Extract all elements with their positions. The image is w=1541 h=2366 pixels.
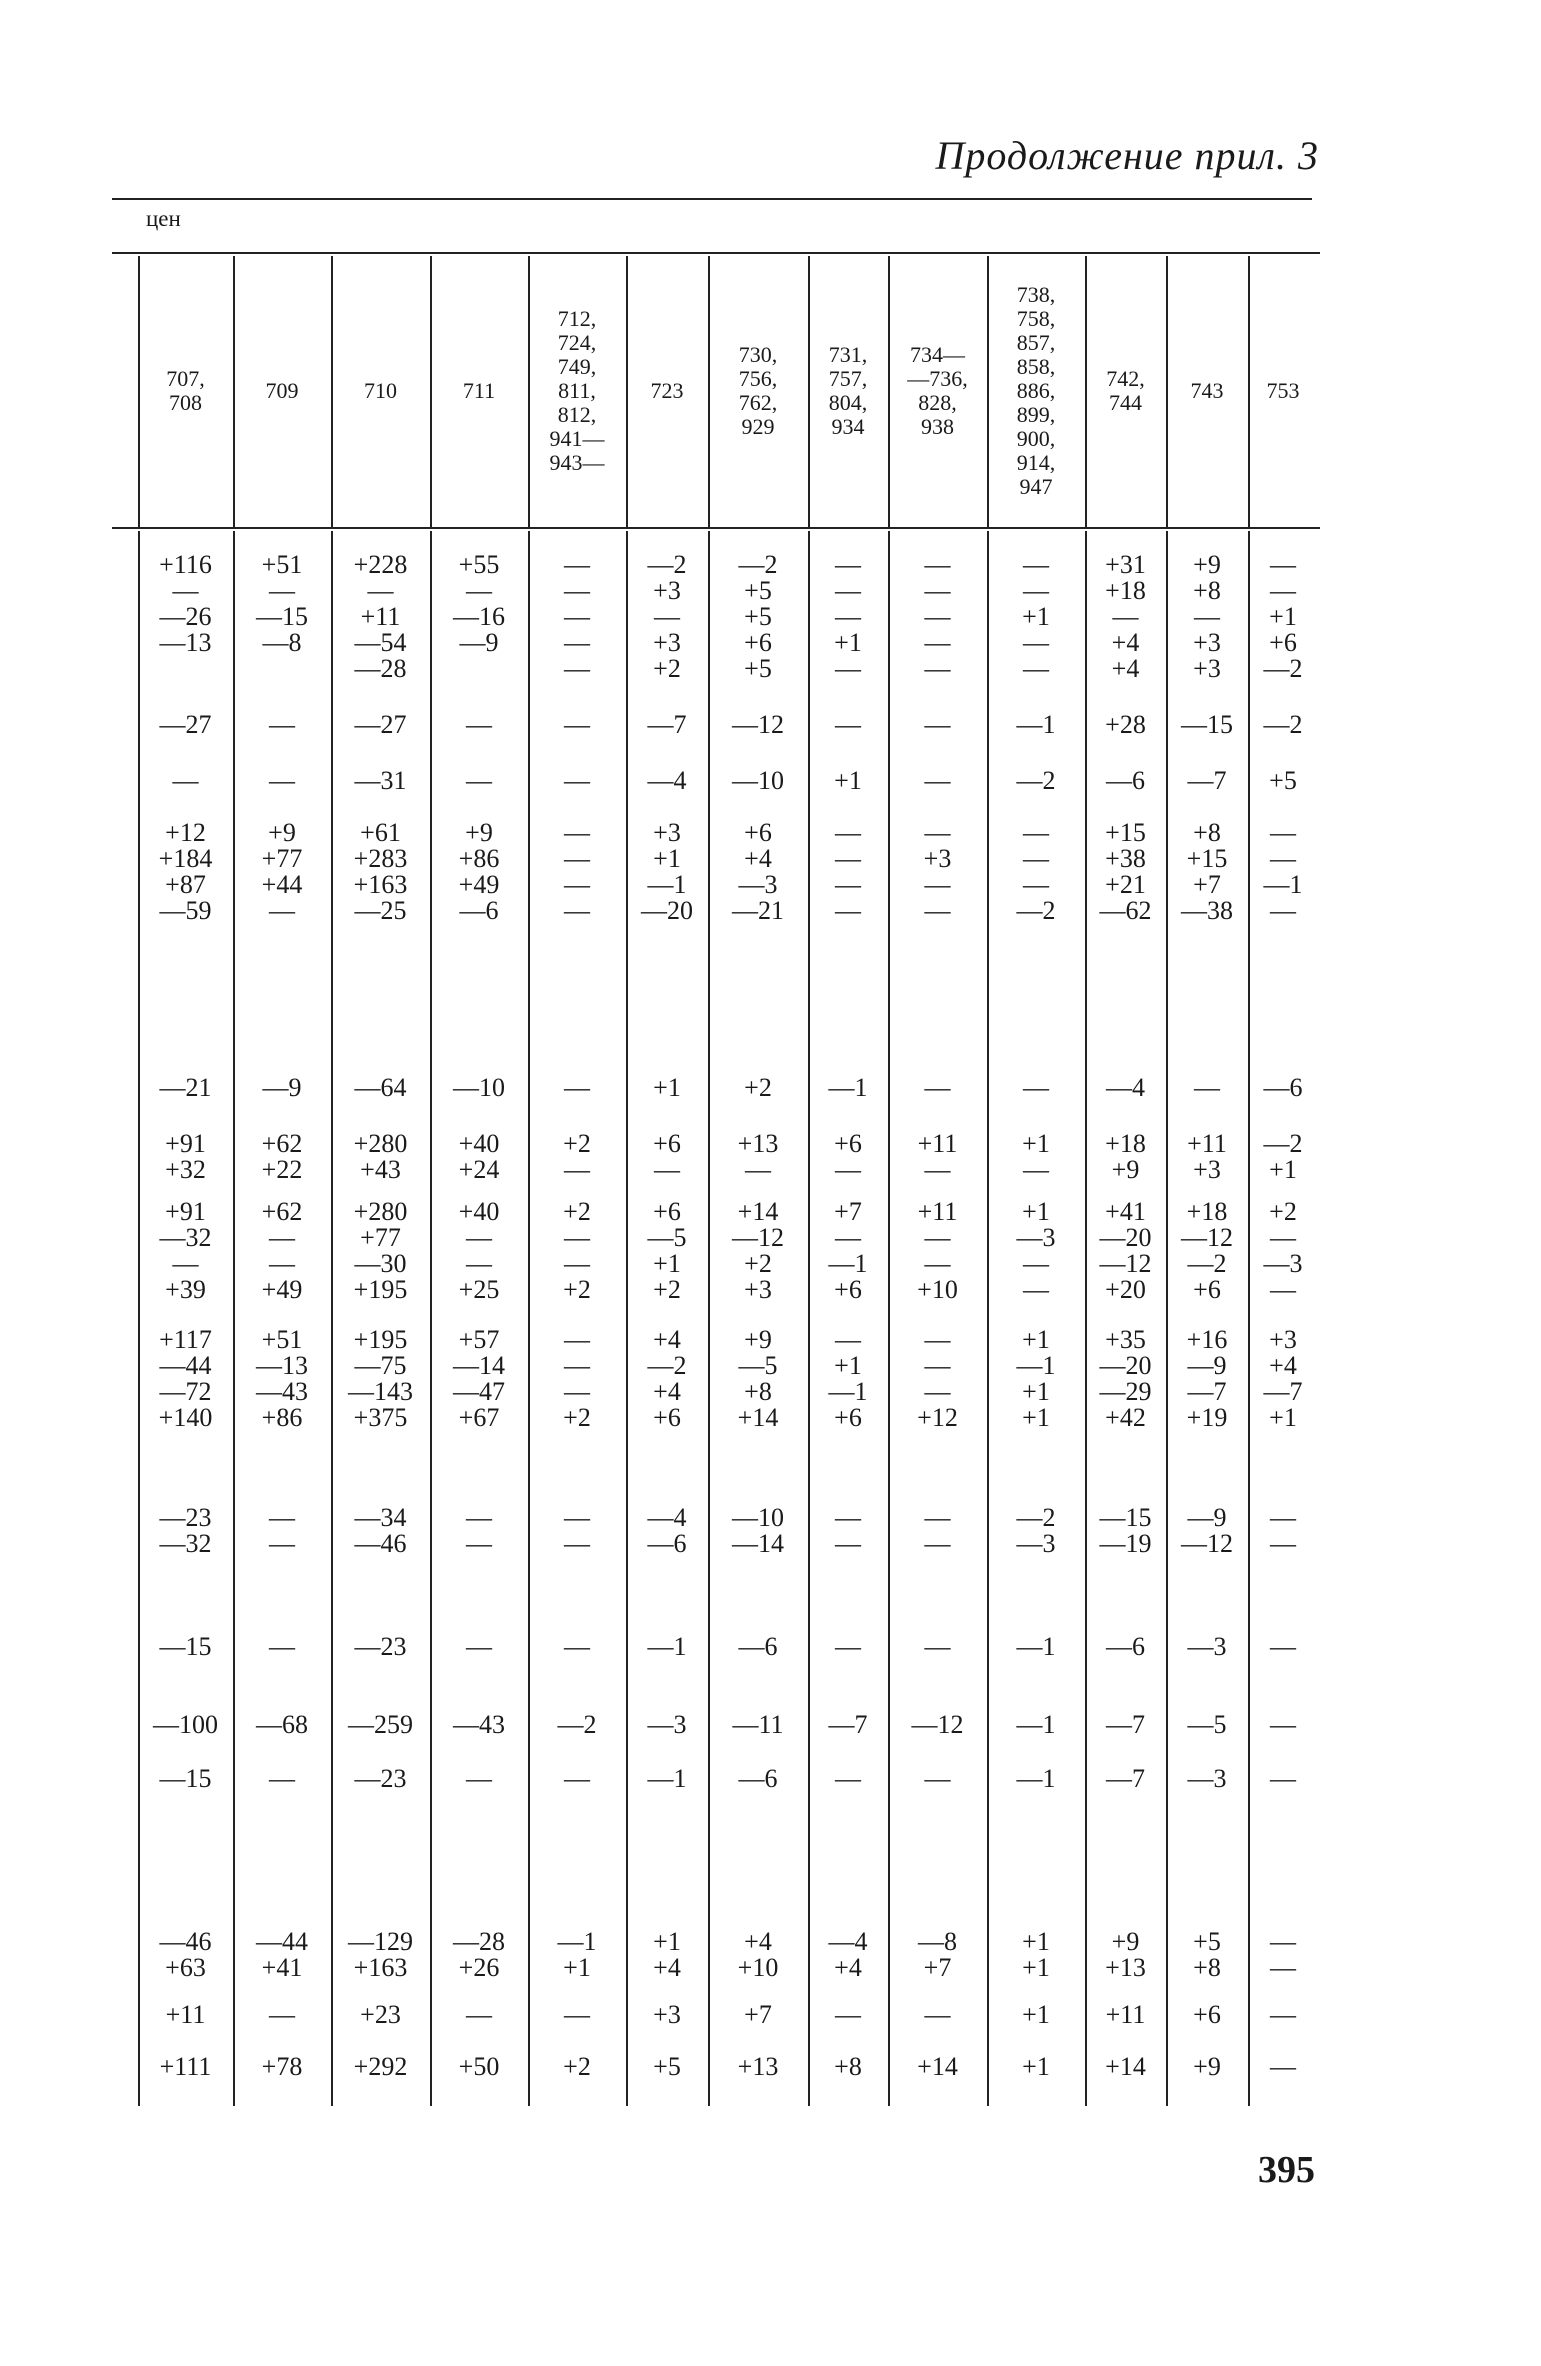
table-cell: +2 bbox=[563, 2052, 591, 2081]
column-header: 743 bbox=[1190, 378, 1224, 403]
table-cell: +292 bbox=[353, 2052, 408, 2081]
table-cell: — bbox=[269, 2000, 295, 2029]
table-cell: —1 bbox=[1016, 1710, 1056, 1739]
table-cell: — bbox=[924, 1632, 951, 1661]
table-cell: —34 —46 bbox=[354, 1503, 407, 1558]
table-cell: +3 bbox=[653, 2000, 681, 2029]
table-cell: —6 bbox=[738, 1764, 778, 1793]
table-cell: — bbox=[1023, 1073, 1049, 1102]
table-cell: +9 +77 +44 — bbox=[261, 818, 303, 925]
table-cell: +9 +86 +49 —6 bbox=[458, 818, 500, 925]
table-cell: +91 +32 bbox=[165, 1129, 206, 1184]
table-cell: +91 —32 — +39 bbox=[159, 1197, 212, 1304]
table-cell: — bbox=[1270, 2000, 1296, 2029]
table-cell: —2 bbox=[557, 1710, 597, 1739]
table-cell: +1 —1 +1 +1 bbox=[1016, 1325, 1056, 1432]
table-cell: +18 —12 —2 +6 bbox=[1181, 1197, 1233, 1304]
column-header: 707, 708 bbox=[166, 366, 205, 415]
table-cell: —1 +1 bbox=[557, 1927, 597, 1982]
table-cell: —4 bbox=[647, 766, 687, 795]
table-cell: —259 bbox=[348, 1710, 413, 1739]
table-cell: +6 +4 —3 —21 bbox=[732, 818, 784, 925]
table-cell: —5 bbox=[1187, 1710, 1227, 1739]
table-cell: +11 — — +10 bbox=[917, 1197, 958, 1304]
table-cell: — — — — — bbox=[924, 550, 951, 683]
table-cell: +28 bbox=[1105, 710, 1146, 739]
table-cell: — bbox=[564, 710, 590, 739]
top-rule bbox=[112, 198, 1312, 200]
table-cell: +195 —75 —143 +375 bbox=[348, 1325, 413, 1432]
table-cell: +6 — bbox=[834, 1129, 862, 1184]
table-cell: — — bbox=[835, 1503, 861, 1558]
table-cell: +1 +4 bbox=[653, 1927, 681, 1982]
table-cell: —1 bbox=[1016, 1764, 1056, 1793]
table-cell: +3 +1 —1 —20 bbox=[641, 818, 693, 925]
table-cell: —7 bbox=[1106, 1710, 1145, 1739]
table-cell: +40 +24 bbox=[458, 1129, 500, 1184]
column-header: 730, 756, 762, 929 bbox=[738, 342, 778, 439]
column-header: 731, 757, 804, 934 bbox=[828, 342, 868, 439]
table-cell: —44 +41 bbox=[256, 1927, 308, 1982]
column-header: 723 bbox=[650, 378, 684, 403]
table-cell: +111 bbox=[159, 2052, 212, 2081]
table-cell: +62 +22 bbox=[261, 1129, 303, 1184]
table-cell: +62 — — +49 bbox=[261, 1197, 303, 1304]
table-cell: +40 — — +25 bbox=[458, 1197, 500, 1304]
table-cell: — bbox=[564, 2000, 590, 2029]
table-cell: +7 bbox=[744, 2000, 772, 2029]
table-cell: — bbox=[924, 710, 951, 739]
table-cell: +14 bbox=[1105, 2052, 1146, 2081]
table-cell: —7 bbox=[828, 1710, 868, 1739]
table-cell: — bbox=[924, 1764, 951, 1793]
table-cell: —2 +1 bbox=[1263, 1129, 1303, 1184]
table-cell: — +3 — — bbox=[923, 818, 952, 925]
table-cell: +1 bbox=[834, 766, 862, 795]
table-cell: — bbox=[466, 1632, 492, 1661]
table-cell: +1 bbox=[1022, 2000, 1050, 2029]
table-cell: —27 bbox=[159, 710, 212, 739]
table-cell: +1 bbox=[1022, 2052, 1050, 2081]
table-cell: — bbox=[924, 766, 951, 795]
table-cell: — — bbox=[1270, 1503, 1296, 1558]
table-cell: +280 +43 bbox=[353, 1129, 408, 1184]
table-cell: +5 bbox=[1269, 766, 1297, 795]
table-cell: —1 bbox=[647, 1764, 687, 1793]
table-cell: +78 bbox=[261, 2052, 303, 2081]
table-cell: —2 bbox=[1263, 710, 1303, 739]
table-cell: — bbox=[269, 766, 295, 795]
table-cell: — — — —2 bbox=[1016, 818, 1056, 925]
table-cell: —15 bbox=[1181, 710, 1233, 739]
table-cell: +18 +9 bbox=[1105, 1129, 1146, 1184]
table-group-label: цен bbox=[146, 206, 181, 231]
table-cell: —3 bbox=[1187, 1764, 1227, 1793]
table-cell: +4 —2 +4 +6 bbox=[647, 1325, 687, 1432]
table-cell: —8 +7 bbox=[918, 1927, 957, 1982]
table-cell: +61 +283 +163 —25 bbox=[353, 818, 408, 925]
table-cell: —15 bbox=[159, 1764, 212, 1793]
table-cell: —10 bbox=[453, 1073, 505, 1102]
column-header: 712, 724, 749, 811, 812, 941— 943— bbox=[549, 306, 605, 475]
table-cell: +11 bbox=[165, 2000, 206, 2029]
page-header-title: Продолжение прил. 3 bbox=[935, 133, 1319, 178]
table-cell: —4 bbox=[1106, 1073, 1145, 1102]
table-cell: +9 —5 +8 +14 bbox=[737, 1325, 779, 1432]
table-cell: +280 +77 —30 +195 bbox=[353, 1197, 408, 1304]
table-cell: — bbox=[564, 1764, 590, 1793]
table-cell: — bbox=[1270, 1710, 1296, 1739]
table-cell: — — — +1 — bbox=[834, 550, 862, 683]
table-cell: —7 bbox=[1187, 766, 1227, 795]
table-cell: — — bbox=[564, 1503, 590, 1558]
table-cell: —12 bbox=[911, 1710, 964, 1739]
table-cell: —64 bbox=[354, 1073, 407, 1102]
table-cell: +50 bbox=[458, 2052, 500, 2081]
table-cell: +11 +3 bbox=[1187, 1129, 1227, 1184]
table-cell: — bbox=[835, 710, 861, 739]
table-cell: —6 bbox=[1106, 1632, 1145, 1661]
table-cell: —1 bbox=[828, 1073, 868, 1102]
table-cell: +2 — bbox=[563, 1129, 591, 1184]
table-cell: — bbox=[835, 1632, 861, 1661]
table-cell: +1 — bbox=[1022, 1129, 1050, 1184]
table-cell: +11 — bbox=[917, 1129, 958, 1184]
table-cell: —43 bbox=[453, 1710, 505, 1739]
table-cell: +51 —13 —43 +86 bbox=[256, 1325, 308, 1432]
column-header: 710 bbox=[364, 378, 397, 403]
table-cell: —7 bbox=[1106, 1764, 1145, 1793]
table-cell: +116 — —26 —13 bbox=[159, 550, 212, 657]
table-cell: — — — — bbox=[835, 818, 861, 925]
table-cell: —23 —32 bbox=[159, 1503, 212, 1558]
table-cell: +13 — bbox=[737, 1129, 779, 1184]
column-header: 738, 758, 857, 858, 886, 899, 900, 914, 947 bbox=[1016, 282, 1056, 499]
table-cell: +228 — +11 —54 —28 bbox=[353, 550, 408, 683]
table-cell: — — —1 — bbox=[1263, 818, 1303, 925]
table-cell: +5 +8 bbox=[1193, 1927, 1221, 1982]
table-cell: — bbox=[466, 2000, 492, 2029]
table-cell: —23 bbox=[354, 1764, 407, 1793]
table-cell: — bbox=[1270, 1632, 1296, 1661]
header-rule bbox=[112, 252, 1320, 254]
table-cell: —1 bbox=[1016, 1632, 1056, 1661]
table-cell: —15 —19 bbox=[1099, 1503, 1152, 1558]
table-cell: +3 +4 —7 +1 bbox=[1263, 1325, 1303, 1432]
table-cell: — bbox=[269, 1632, 295, 1661]
table-cell: —46 +63 bbox=[159, 1927, 212, 1982]
table-cell: +6 bbox=[1193, 2000, 1221, 2029]
table-cell: —23 bbox=[354, 1632, 407, 1661]
table-cell: — — bbox=[924, 1503, 951, 1558]
table-cell: —7 bbox=[647, 710, 687, 739]
page-number: 395 bbox=[1258, 2149, 1315, 2191]
table-cell: +117 —44 —72 +140 bbox=[158, 1325, 213, 1432]
table-cell: +35 —20 —29 +42 bbox=[1099, 1325, 1152, 1432]
table-cell: +11 bbox=[1105, 2000, 1146, 2029]
table-cell: — — — +12 bbox=[917, 1325, 958, 1432]
table-cell: —15 bbox=[159, 1632, 212, 1661]
table-cell: — bbox=[466, 1764, 492, 1793]
table-cell: —2 +5 +5 +6 +5 bbox=[738, 550, 778, 683]
table-cell: — bbox=[466, 710, 492, 739]
table-cell: — bbox=[466, 766, 492, 795]
table-cell: — bbox=[924, 1073, 951, 1102]
table-cell: —100 bbox=[153, 1710, 218, 1739]
table-cell: +16 —9 —7 +19 bbox=[1186, 1325, 1228, 1432]
column-header: 711 bbox=[462, 378, 496, 403]
table-cell: —68 bbox=[256, 1710, 308, 1739]
table-cell: +15 +38 +21 —62 bbox=[1099, 818, 1152, 925]
table-cell: —6 bbox=[1263, 1073, 1303, 1102]
table-cell: —28 +26 bbox=[453, 1927, 505, 1982]
table-cell: — bbox=[269, 710, 295, 739]
table-cell: —3 bbox=[1187, 1632, 1227, 1661]
table-cell: —4 +4 bbox=[828, 1927, 868, 1982]
table-cell: — bbox=[835, 1764, 861, 1793]
table-cell: — — +1 — — bbox=[1022, 550, 1050, 683]
table-cell: —10 —14 bbox=[732, 1503, 784, 1558]
column-header: 753 bbox=[1266, 378, 1300, 403]
table-cell: — — — — bbox=[564, 818, 590, 925]
table-cell: — — — +2 bbox=[563, 1325, 591, 1432]
table-cell: —2 bbox=[1016, 766, 1056, 795]
table-cell: — — +1 +6 —2 bbox=[1263, 550, 1303, 683]
table-cell: —31 bbox=[354, 766, 407, 795]
table-cell: —27 bbox=[354, 710, 407, 739]
table-cell: — — bbox=[466, 1503, 492, 1558]
table-cell: +8 bbox=[834, 2052, 862, 2081]
table-cell: —6 bbox=[738, 1632, 778, 1661]
table-cell: — — bbox=[269, 1503, 295, 1558]
table-cell: —1 bbox=[1016, 710, 1056, 739]
table-cell: — — bbox=[1270, 1927, 1296, 1982]
table-cell: — bbox=[924, 2000, 951, 2029]
table-cell: — bbox=[835, 2000, 861, 2029]
table-cell: — bbox=[564, 1073, 590, 1102]
header-bottom-rule bbox=[112, 527, 1320, 529]
table-cell: +5 bbox=[653, 2052, 681, 2081]
column-header: 709 bbox=[265, 378, 299, 403]
table-cell: +2 — —3 — bbox=[1263, 1197, 1303, 1304]
table-cell: +31 +18 — +4 +4 bbox=[1105, 550, 1146, 683]
table-cell: +41 —20 —12 +20 bbox=[1099, 1197, 1152, 1304]
column-header: 734— —736, 828, 938 bbox=[907, 342, 968, 439]
table-cell: — +1 —1 +6 bbox=[828, 1325, 868, 1432]
table-cell: —21 bbox=[159, 1073, 212, 1102]
table-cell: — bbox=[564, 766, 590, 795]
table-cell: +1 +1 bbox=[1022, 1927, 1050, 1982]
table-cell: +2 bbox=[744, 1073, 772, 1102]
table-cell: +57 —14 —47 +67 bbox=[453, 1325, 505, 1432]
table-cell: +7 — —1 +6 bbox=[828, 1197, 868, 1304]
table-cell: +6 —5 +1 +2 bbox=[647, 1197, 687, 1304]
table-cell: —3 bbox=[647, 1710, 687, 1739]
table-cell: —6 bbox=[1106, 766, 1145, 795]
table-cell: +6 — bbox=[653, 1129, 681, 1184]
table-cell: — bbox=[1270, 1764, 1296, 1793]
column-header: 742, 744 bbox=[1106, 366, 1145, 415]
table-cell: —2 —3 bbox=[1016, 1503, 1056, 1558]
table-cell: —10 bbox=[732, 766, 784, 795]
table-cell: +2 — — +2 bbox=[563, 1197, 591, 1304]
table-cell: —2 +3 — +3 +2 bbox=[647, 550, 687, 683]
table-cell: —9 bbox=[262, 1073, 302, 1102]
table-cell: — bbox=[172, 766, 199, 795]
table-cell: +1 bbox=[653, 1073, 681, 1102]
table-cell: +9 bbox=[1193, 2052, 1221, 2081]
table-cell: +23 bbox=[360, 2000, 401, 2029]
table-cell: +14 bbox=[917, 2052, 958, 2081]
table-cell: —4 —6 bbox=[647, 1503, 687, 1558]
table-cell: +9 +8 — +3 +3 bbox=[1193, 550, 1221, 683]
table-cell: — bbox=[1270, 2052, 1296, 2081]
table-cell: —12 bbox=[732, 710, 784, 739]
table-cell: — bbox=[269, 1764, 295, 1793]
table-cell: — bbox=[1194, 1073, 1220, 1102]
table-cell: +12 +184 +87 —59 bbox=[158, 818, 213, 925]
table-cell: +9 +13 bbox=[1105, 1927, 1146, 1982]
table-cell: —9 —12 bbox=[1181, 1503, 1233, 1558]
table-cell: —129 +163 bbox=[348, 1927, 413, 1982]
table-cell: —1 bbox=[647, 1632, 687, 1661]
table-cell: +13 bbox=[737, 2052, 779, 2081]
table-cell: +55 — —16 —9 bbox=[453, 550, 505, 657]
table-cell: —11 bbox=[732, 1710, 784, 1739]
table-cell: +8 +15 +7 —38 bbox=[1181, 818, 1233, 925]
table-cell: +1 —3 — — bbox=[1016, 1197, 1056, 1304]
table-cell: +14 —12 +2 +3 bbox=[732, 1197, 784, 1304]
table-cell: +51 — —15 —8 bbox=[256, 550, 308, 657]
table-cell: — bbox=[564, 1632, 590, 1661]
table-cell: +4 +10 bbox=[737, 1927, 779, 1982]
table-cell: — — — — — bbox=[564, 550, 590, 683]
